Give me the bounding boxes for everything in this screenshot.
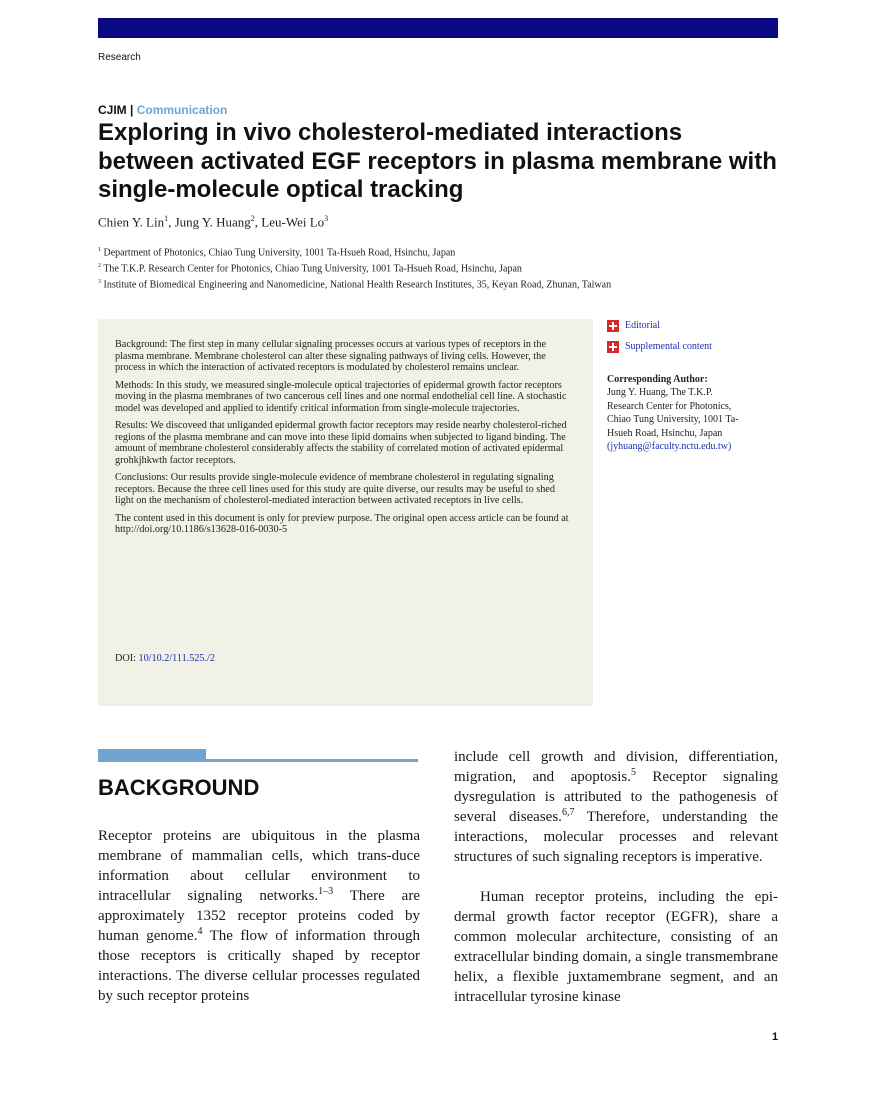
page-number: 1 — [772, 1031, 779, 1043]
abstract-background: Background: The first step in many cellular signaling processes occurs at various types of receptors in the plasma membrane. Membrane cholesterol can alter these signaling pathways of living cells. However, the process in which the interaction of activated receptors is modulated by cholesterol remains unclear. — [115, 339, 546, 373]
citation-ref: 5 — [631, 767, 636, 778]
affiliation-number: 1 — [98, 247, 101, 253]
citation-ref: 1–3 — [318, 886, 334, 897]
top-banner-bar — [98, 18, 778, 38]
abstract-results: Results: We discoveed that unliganded epidermal growth factor receptors may reside nearby cholesterol-riched regions of the plasma membrane and can move into these lipid domains when subjected to ligand binding. The amount of membrane cholesterol considerably affects the stability of correlated motion of activated epidermal grohkjhkwth factor receptors. — [115, 420, 567, 466]
author-separator: , — [168, 214, 175, 230]
doi-label: DOI: — [115, 653, 139, 664]
journal-separator: | — [130, 103, 134, 117]
body-paragraph — [454, 747, 778, 867]
journal-line — [98, 103, 227, 117]
body-column-left — [98, 826, 420, 1006]
affiliation-item — [98, 258, 611, 274]
body-text: Receptor proteins are ubiquitous in the plasma membrane of mammalian cells, which trans-duce information about cellular environment to intracellular signaling networks. — [98, 828, 420, 904]
abstract-box — [98, 319, 593, 706]
citation-ref: 4 — [197, 926, 203, 937]
corresponding-author-heading: Corresponding Author: — [607, 374, 708, 385]
author-name: Leu-Wei Lo — [261, 214, 325, 230]
supplemental-content-link-label: Supplemental content — [625, 341, 712, 352]
body-text: The flow of information through those receptors is critically shaped by receptor interactions. The diverse cellular processes regulated by such receptor proteins — [98, 928, 420, 1004]
abstract-note: The content used in this document is only for preview purpose. The original open access article can be found at http://doi.org/10.1186/s13628-016-0030-5 — [115, 512, 569, 535]
editorial-link-label: Editorial — [625, 320, 660, 331]
author-list — [98, 214, 328, 230]
section-label: Research — [98, 52, 141, 63]
doi-link[interactable]: 10/10.2/111.525./2 — [138, 653, 215, 664]
plus-icon — [607, 341, 619, 353]
affiliation-list — [98, 242, 611, 290]
section-heading: BACKGROUND — [98, 775, 260, 800]
affiliation-number: 2 — [98, 263, 101, 269]
abstract-methods: Methods: In this study, we measured single-molecule optical trajectories of epidermal growth factor receptors moving in the plasma membranes of two cancerous cell lines and one normal endothelial cell line. A stochastic model was developed and applied to identify critical information from single-molecule trajectories. — [115, 379, 567, 414]
affiliation-number: 3 — [98, 279, 101, 285]
author-separator: , — [254, 214, 262, 230]
supplemental-content-link[interactable] — [607, 340, 777, 358]
affiliation-item — [98, 242, 611, 258]
author-affiliation-mark: 2 — [250, 214, 255, 223]
author-name: Jung Y. Huang — [174, 214, 251, 230]
citation-ref: 6,7 — [561, 807, 575, 818]
author-name: Chien Y. Lin — [98, 214, 165, 230]
body-text: Receptor signaling dysregulation is attributed to the pathogenesis of several diseases. — [454, 769, 778, 825]
body-text: Therefore, understanding the interactions, molecular processes and relevant structures of such signaling receptors is imperative. — [454, 809, 778, 865]
corresponding-author-details — [607, 386, 747, 454]
body-text: include cell growth and division, differentiation, migration, and apoptosis. — [454, 749, 778, 785]
corresponding-author-email[interactable]: (jyhuang@faculty.nctu.edu.tw) — [607, 441, 732, 452]
journal-name: CJIM — [98, 103, 127, 117]
article-type: Communication — [136, 103, 228, 117]
affiliation-text: Department of Photonics, Chiao Tung University, 1001 Ta-Hsueh Road, Hsinchu, Japan — [103, 247, 456, 259]
article-title: Exploring in vivo cholesterol-mediated interactions between activated EGF receptors in plasma membrane with single-molecule optical tracking — [98, 119, 777, 203]
author-affiliation-mark: 1 — [164, 214, 169, 223]
body-column-right — [454, 747, 778, 1007]
editorial-link[interactable] — [607, 319, 777, 337]
body-paragraph: Human receptor proteins, including the epi-dermal growth factor receptor (EGFR), share a common molecular architecture, consisting of an extracellular binding domain, a single transmembrane helix, a flexible juxtamembrane segment, and an intracellular tyrosine kinase — [454, 889, 778, 1005]
sidebar — [607, 319, 777, 454]
author-affiliation-mark: 3 — [324, 214, 329, 223]
affiliation-text: The T.K.P. Research Center for Photonics, Chiao Tung University, 1001 Ta-Hsueh Road, Hsinchu, Japan — [103, 263, 522, 275]
doi-line — [115, 653, 215, 664]
plus-icon — [607, 320, 619, 332]
abstract-content — [115, 339, 576, 542]
affiliation-item — [98, 274, 611, 290]
body-text: There are approximately 1352 receptor proteins coded by human genome. — [98, 888, 420, 944]
affiliation-text: Institute of Biomedical Engineering and Nanomedicine, National Health Research Institutes, 35, Keyan Road, Zhunan, Taiwan — [103, 279, 612, 291]
corresponding-author-address: Jung Y. Huang, The T.K.P. Research Center for Photonics, Chiao Tung University, 1001 Ta-Hsueh Road, Hsinchu, Japan — [607, 387, 739, 439]
section-rule-accent — [98, 749, 206, 761]
abstract-conclusions: Conclusions: Our results provide single-molecule evidence of membrane cholesterol in regulating signaling receptors. Because the three cell lines used for this study are quite diverse, our results may be useful to shed light on the mechanism of cholesterol-mediated interaction between activated receptors in live cells. — [115, 472, 555, 506]
body-paragraph — [98, 826, 420, 1006]
